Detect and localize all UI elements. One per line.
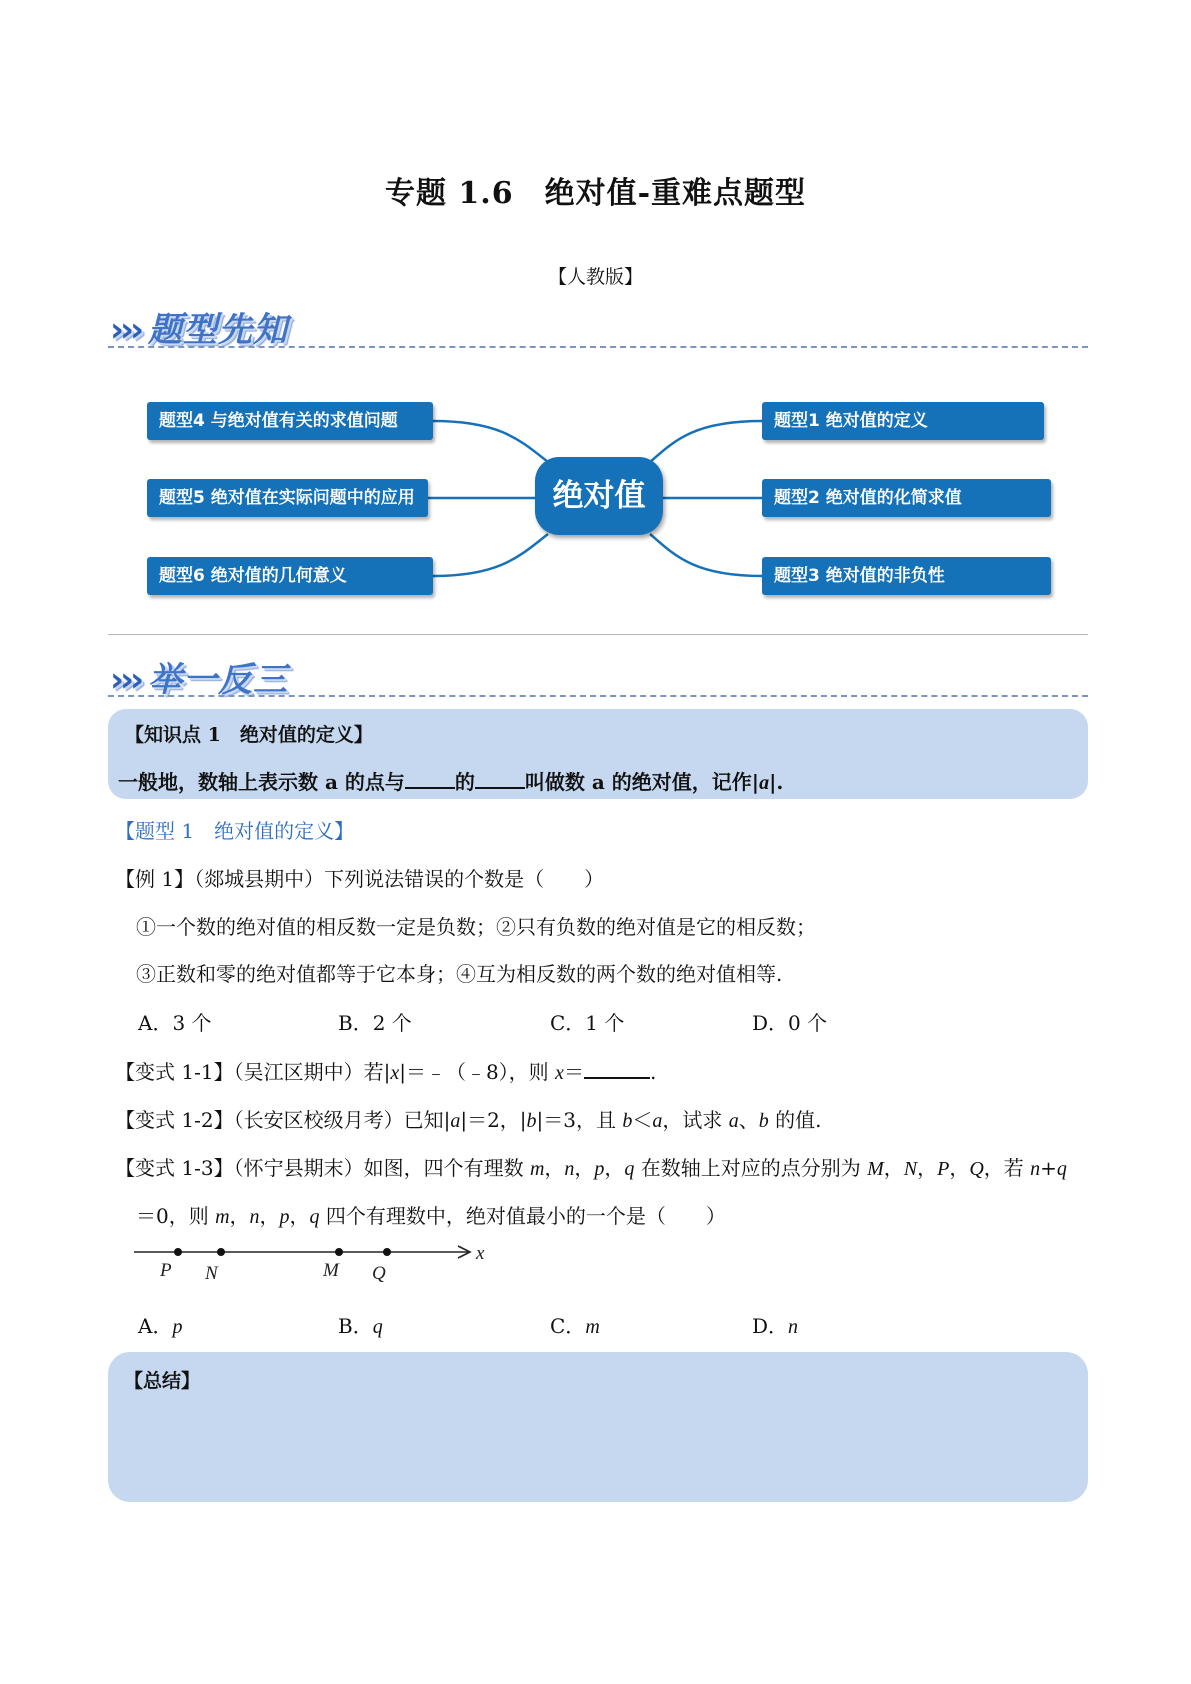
point-p xyxy=(174,1248,182,1256)
math-var: p xyxy=(594,1158,605,1180)
variant-text: ， xyxy=(229,1204,250,1228)
section-banner-practice xyxy=(110,652,288,701)
math-var: b xyxy=(526,1110,537,1132)
variant-text: + xyxy=(1040,1156,1057,1180)
option-letter: D． xyxy=(752,1314,789,1338)
variant-text: ， xyxy=(883,1156,904,1180)
point-label-p: P xyxy=(160,1260,172,1281)
math-var: P xyxy=(937,1158,950,1180)
math-var: p xyxy=(279,1206,290,1228)
math-var: n xyxy=(788,1316,799,1338)
math-var: m xyxy=(585,1316,600,1338)
math-var: x xyxy=(555,1062,564,1084)
math-var: a xyxy=(652,1110,663,1132)
summary-title: 【总结】 xyxy=(124,1370,201,1392)
math-var: N xyxy=(903,1158,918,1180)
variant-1-3 xyxy=(115,1152,1067,1181)
variant-text: ， xyxy=(544,1156,565,1180)
summary-box xyxy=(108,1352,1088,1502)
mindmap-node-type4: 题型4 与绝对值有关的求值问题 xyxy=(147,402,433,440)
variant-label: 【变式 1-3】 xyxy=(115,1156,234,1180)
variant-text: （吴江区期中）若| xyxy=(233,1060,391,1084)
option-a xyxy=(138,1310,182,1339)
mindmap-node-type5: 题型5 绝对值在实际问题中的应用 xyxy=(147,479,428,517)
banner-divider xyxy=(108,695,1088,697)
point-q xyxy=(383,1248,391,1256)
math-var: Q xyxy=(969,1158,984,1180)
variant-1-2 xyxy=(115,1104,821,1133)
math-var: q xyxy=(624,1158,635,1180)
option-letter: C． xyxy=(550,1314,586,1338)
example-label: 【例 1】 xyxy=(115,867,195,891)
variant-text: ， xyxy=(949,1156,970,1180)
banner-arrows-icon: ››› xyxy=(110,660,141,700)
variant-text: 的值. xyxy=(768,1108,822,1132)
variant-text: 在数轴上对应的点分别为 xyxy=(634,1156,868,1180)
variant-text: ， xyxy=(259,1204,280,1228)
mindmap-node-type1: 题型1 绝对值的定义 xyxy=(762,402,1044,440)
example-1 xyxy=(115,863,604,892)
variant-text: ， xyxy=(604,1156,625,1180)
math-var: m xyxy=(529,1158,545,1180)
math-var: n xyxy=(564,1158,575,1180)
math-var: q xyxy=(309,1206,320,1228)
math-var: M xyxy=(867,1158,884,1180)
variant-text: （怀宁县期末）如图，四个有理数 xyxy=(233,1156,530,1180)
mindmap-node-type2: 题型2 绝对值的化简求值 xyxy=(762,479,1051,517)
option-a: A．3 个 xyxy=(138,1011,212,1035)
variant-text: |＝﹣（﹣8），则 xyxy=(399,1060,556,1084)
knowledge-text-part: 叫做数 a 的绝对值，记作| xyxy=(524,770,760,794)
variant-text: ， xyxy=(289,1204,310,1228)
banner-arrows-icon: ››› xyxy=(110,310,141,350)
math-var: p xyxy=(172,1316,183,1338)
point-label-m: M xyxy=(323,1260,339,1281)
point-label-n: N xyxy=(205,1263,218,1284)
example-text: （郯城县期中）下列说法错误的个数是（ ） xyxy=(194,867,605,891)
math-var: a xyxy=(728,1110,739,1132)
math-var: b xyxy=(622,1110,633,1132)
variant-label: 【变式 1-2】 xyxy=(115,1108,234,1132)
variant-text: ＝ xyxy=(563,1060,584,1084)
option-d: D．0 个 xyxy=(752,1011,828,1035)
option-c: C．1 个 xyxy=(550,1011,625,1035)
type-heading: 【题型 1 绝对值的定义】 xyxy=(115,819,355,843)
knowledge-text-part: 一般地，数轴上表示数 a 的点与 xyxy=(118,770,405,794)
mindmap-center: 绝对值 xyxy=(535,457,663,535)
mindmap-node-type6: 题型6 绝对值的几何意义 xyxy=(147,557,433,595)
math-var: x xyxy=(390,1062,400,1084)
math-var: a xyxy=(759,772,770,794)
math-var: b xyxy=(758,1110,769,1132)
option-b: B．2 个 xyxy=(338,1011,412,1035)
fill-blank xyxy=(584,1059,650,1079)
point-label-q: Q xyxy=(372,1263,386,1284)
edition-label: 【人教版】 xyxy=(547,266,643,288)
banner-divider xyxy=(108,346,1088,348)
knowledge-text-part: 的 xyxy=(454,770,475,794)
option-c xyxy=(550,1310,600,1339)
math-var: q xyxy=(1056,1158,1067,1180)
option-letter: B． xyxy=(338,1314,373,1338)
variant-1-3-cont xyxy=(136,1200,726,1229)
math-var: m xyxy=(215,1206,230,1228)
knowledge-title: 【知识点 1 绝对值的定义】 xyxy=(125,724,373,746)
section-divider xyxy=(108,634,1088,635)
option-letter: A． xyxy=(138,1314,173,1338)
point-m xyxy=(335,1248,343,1256)
variant-text: ， xyxy=(917,1156,938,1180)
variant-text: |＝3，且 xyxy=(536,1108,623,1132)
example-1-statement-2: ③正数和零的绝对值都等于它本身；④互为相反数的两个数的绝对值相等. xyxy=(136,962,783,986)
variant-text: . xyxy=(649,1060,657,1084)
option-b xyxy=(338,1310,383,1339)
variant-text: 四个有理数中，绝对值最小的一个是（ ） xyxy=(319,1204,726,1228)
variant-text: （长安区校级月考）已知| xyxy=(233,1108,451,1132)
variant-1-1 xyxy=(115,1056,656,1085)
variant-text: |＝2，| xyxy=(460,1108,527,1132)
knowledge-text-part: |. xyxy=(769,770,784,794)
math-var: n xyxy=(249,1206,260,1228)
fill-blank xyxy=(475,769,525,789)
variant-text: ，若 xyxy=(983,1156,1031,1180)
point-n xyxy=(217,1248,225,1256)
variant-text: ， xyxy=(574,1156,595,1180)
variant-text: ＝0，则 xyxy=(136,1204,216,1228)
math-var: n xyxy=(1030,1158,1041,1180)
option-d xyxy=(752,1310,798,1339)
mindmap-node-type3: 题型3 绝对值的非负性 xyxy=(762,557,1051,595)
axis-label: x xyxy=(476,1243,485,1264)
knowledge-text xyxy=(118,766,783,795)
variant-text: ，试求 xyxy=(662,1108,729,1132)
banner-text: 题型先知 xyxy=(148,310,289,350)
variant-text: 、 xyxy=(738,1108,759,1132)
example-1-statement-1: ①一个数的绝对值的相反数一定是负数；②只有负数的绝对值是它的相反数； xyxy=(136,915,816,939)
section-banner-preview xyxy=(110,302,288,351)
fill-blank xyxy=(405,769,455,789)
math-var: a xyxy=(450,1110,461,1132)
math-var: q xyxy=(372,1316,383,1338)
variant-text: ＜ xyxy=(632,1108,653,1132)
number-line-figure xyxy=(120,1236,510,1296)
variant-label: 【变式 1-1】 xyxy=(115,1060,234,1084)
page-title: 专题 1.6 绝对值-重难点题型 xyxy=(384,176,807,211)
banner-text: 举一反三 xyxy=(148,660,289,700)
